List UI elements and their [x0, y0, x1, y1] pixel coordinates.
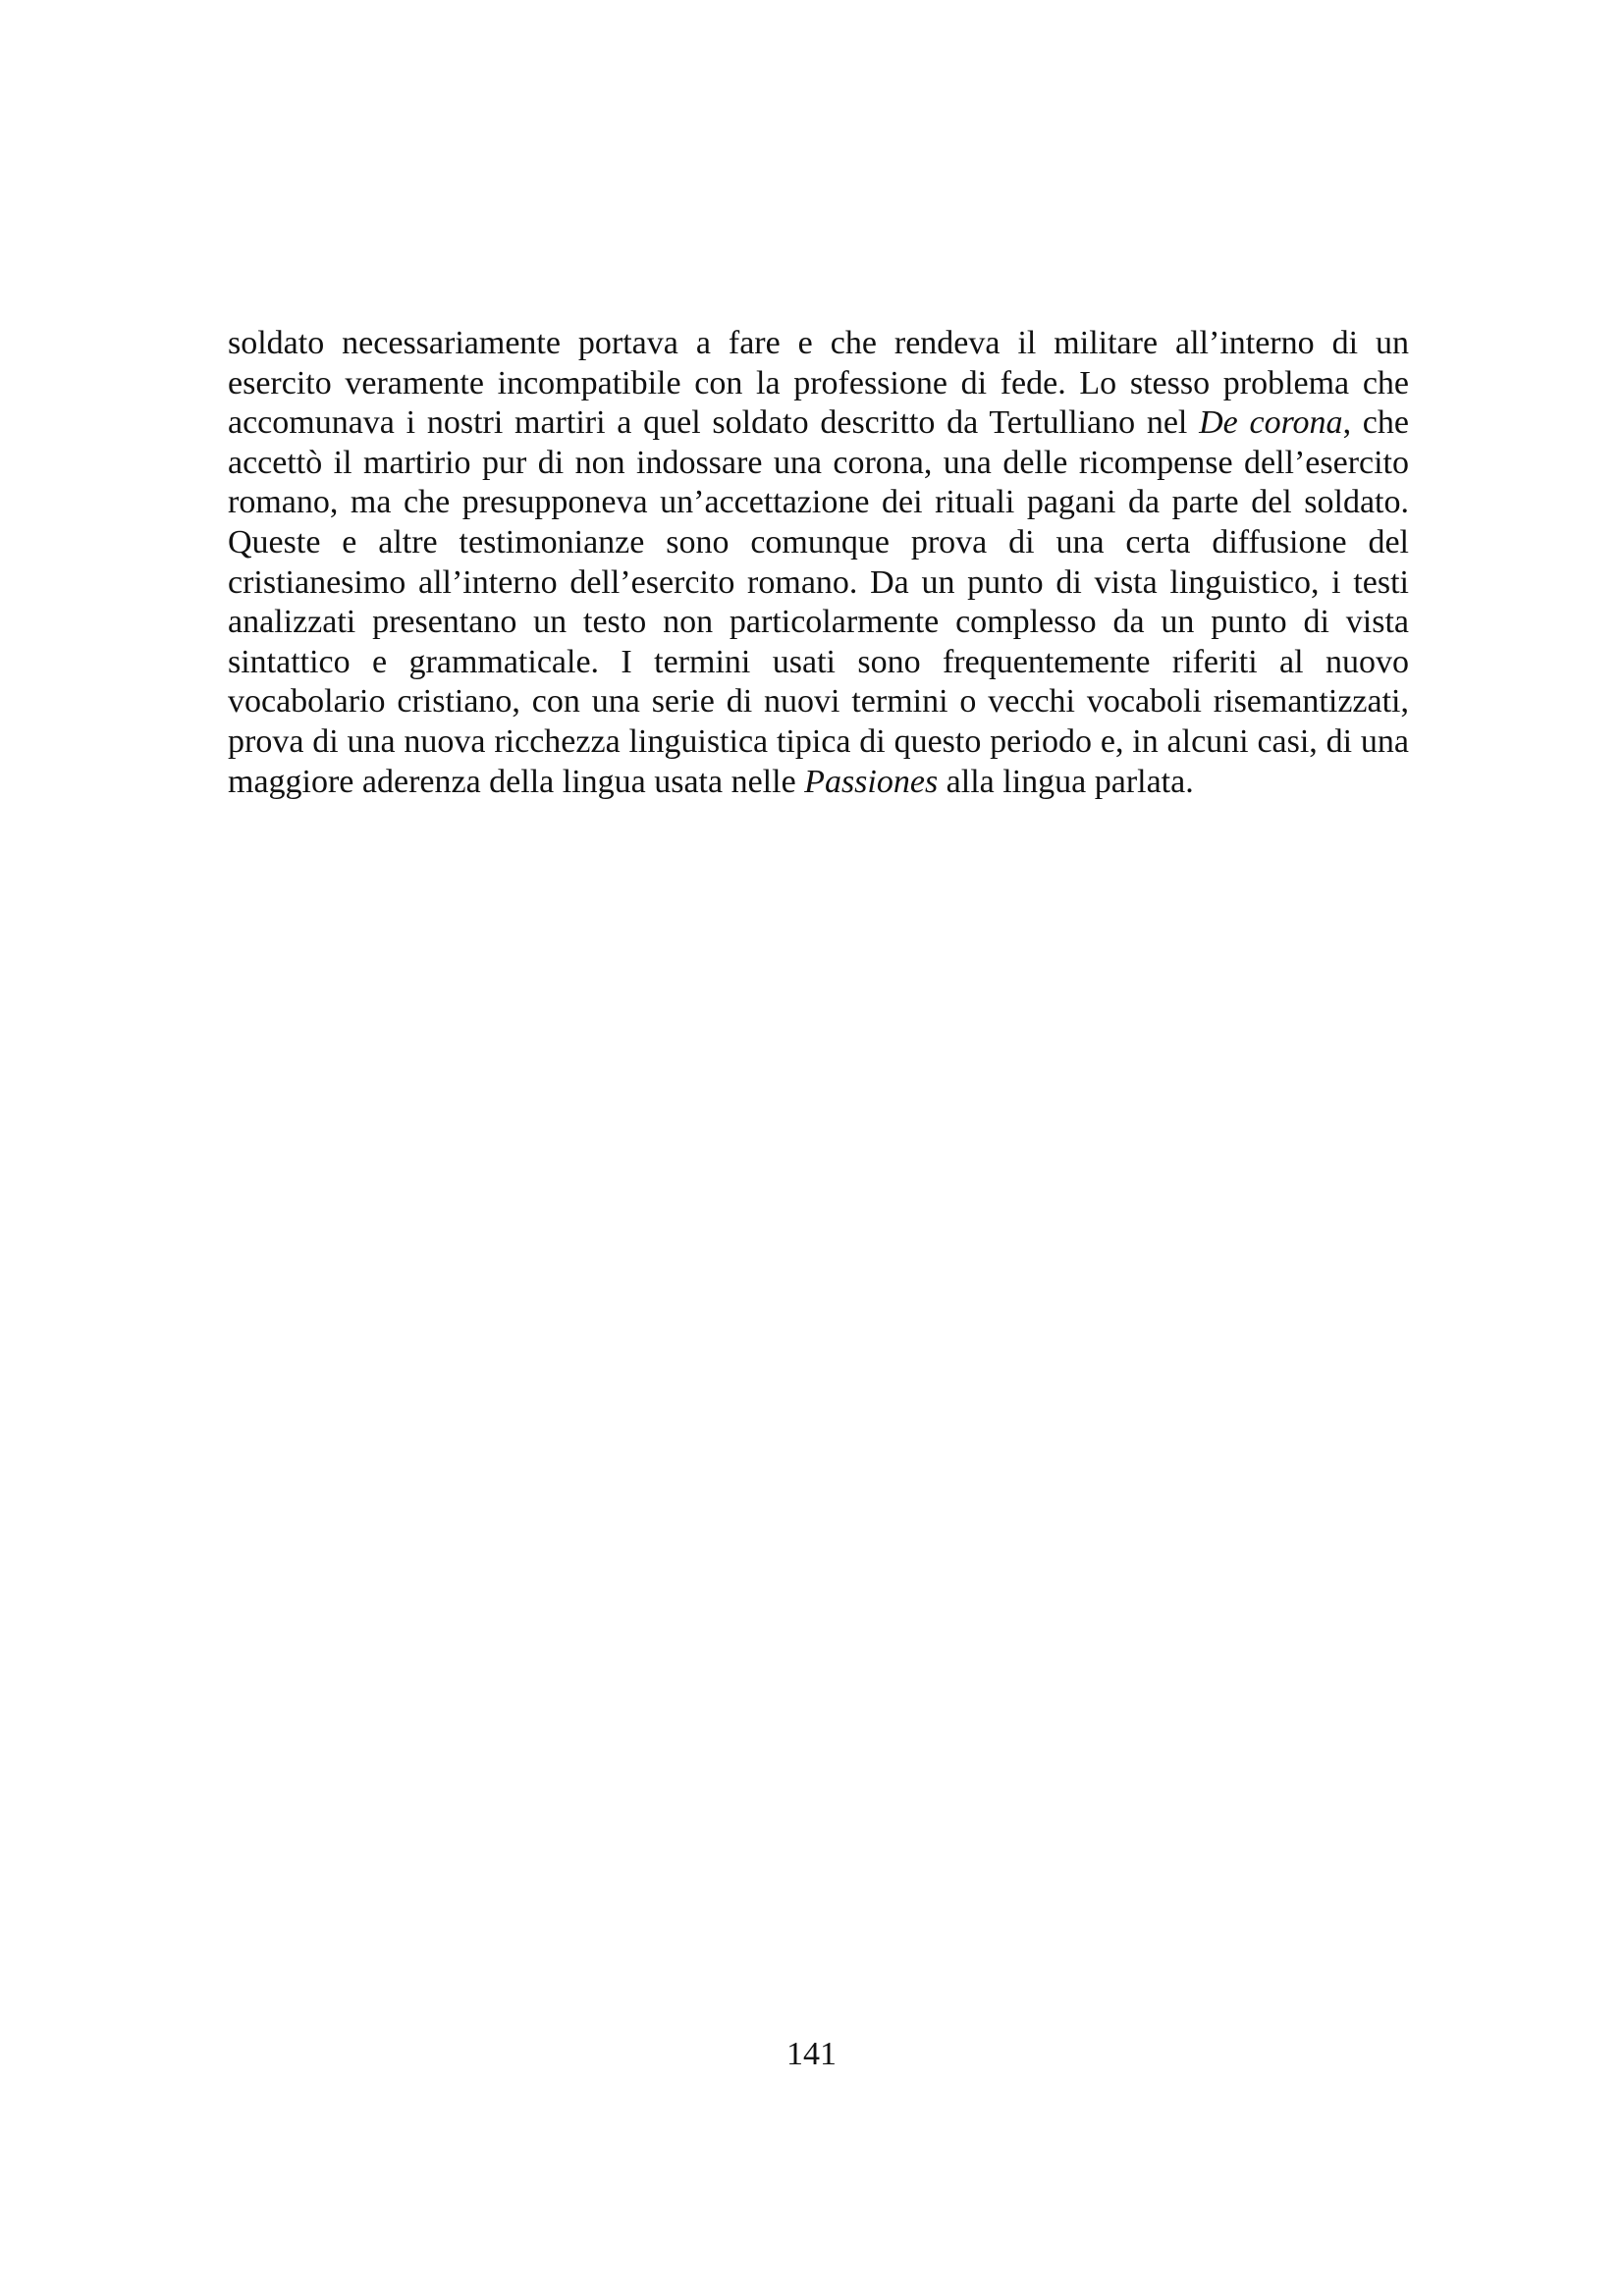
- paragraph-text-part-3: alla lingua parlata.: [938, 763, 1194, 800]
- paragraph-text-part-2: , che accettò il martirio pur di non indossare una corona, una delle ricompense dell’esercito romano, ma che presupponeva un’accettazione dei rituali pagani da parte del soldato. Queste e altre testimonianze sono comunque prova di una certa diffusione del cristianesimo all’interno dell’esercito romano. Da un punto di vista linguistico, i testi analizzati presentano un testo non particolarmente complesso da un punto di vista sintattico e grammaticale. I termini usati sono frequentemente riferiti al nuovo vocabolario cristiano, con una serie di nuovi termini o vecchi vocaboli risemantizzati, prova di una nuova ricchezza linguistica tipica di questo periodo e, in alcuni casi, di una maggiore aderenza della lingua usata nelle: [228, 404, 1409, 800]
- italic-title-de-corona: De corona: [1199, 404, 1343, 442]
- italic-title-passiones: Passiones: [804, 763, 939, 800]
- page-number: 141: [786, 2036, 837, 2072]
- paragraph-text-part-1: soldato necessariamente portava a fare e che rendeva il militare all’interno di un esercito veramente incompatibile con la professione di fede. Lo stesso problema che accomunava i nostri martiri a quel soldato descritto da Tertulliano nel: [228, 325, 1409, 442]
- body-paragraph: [228, 324, 1409, 802]
